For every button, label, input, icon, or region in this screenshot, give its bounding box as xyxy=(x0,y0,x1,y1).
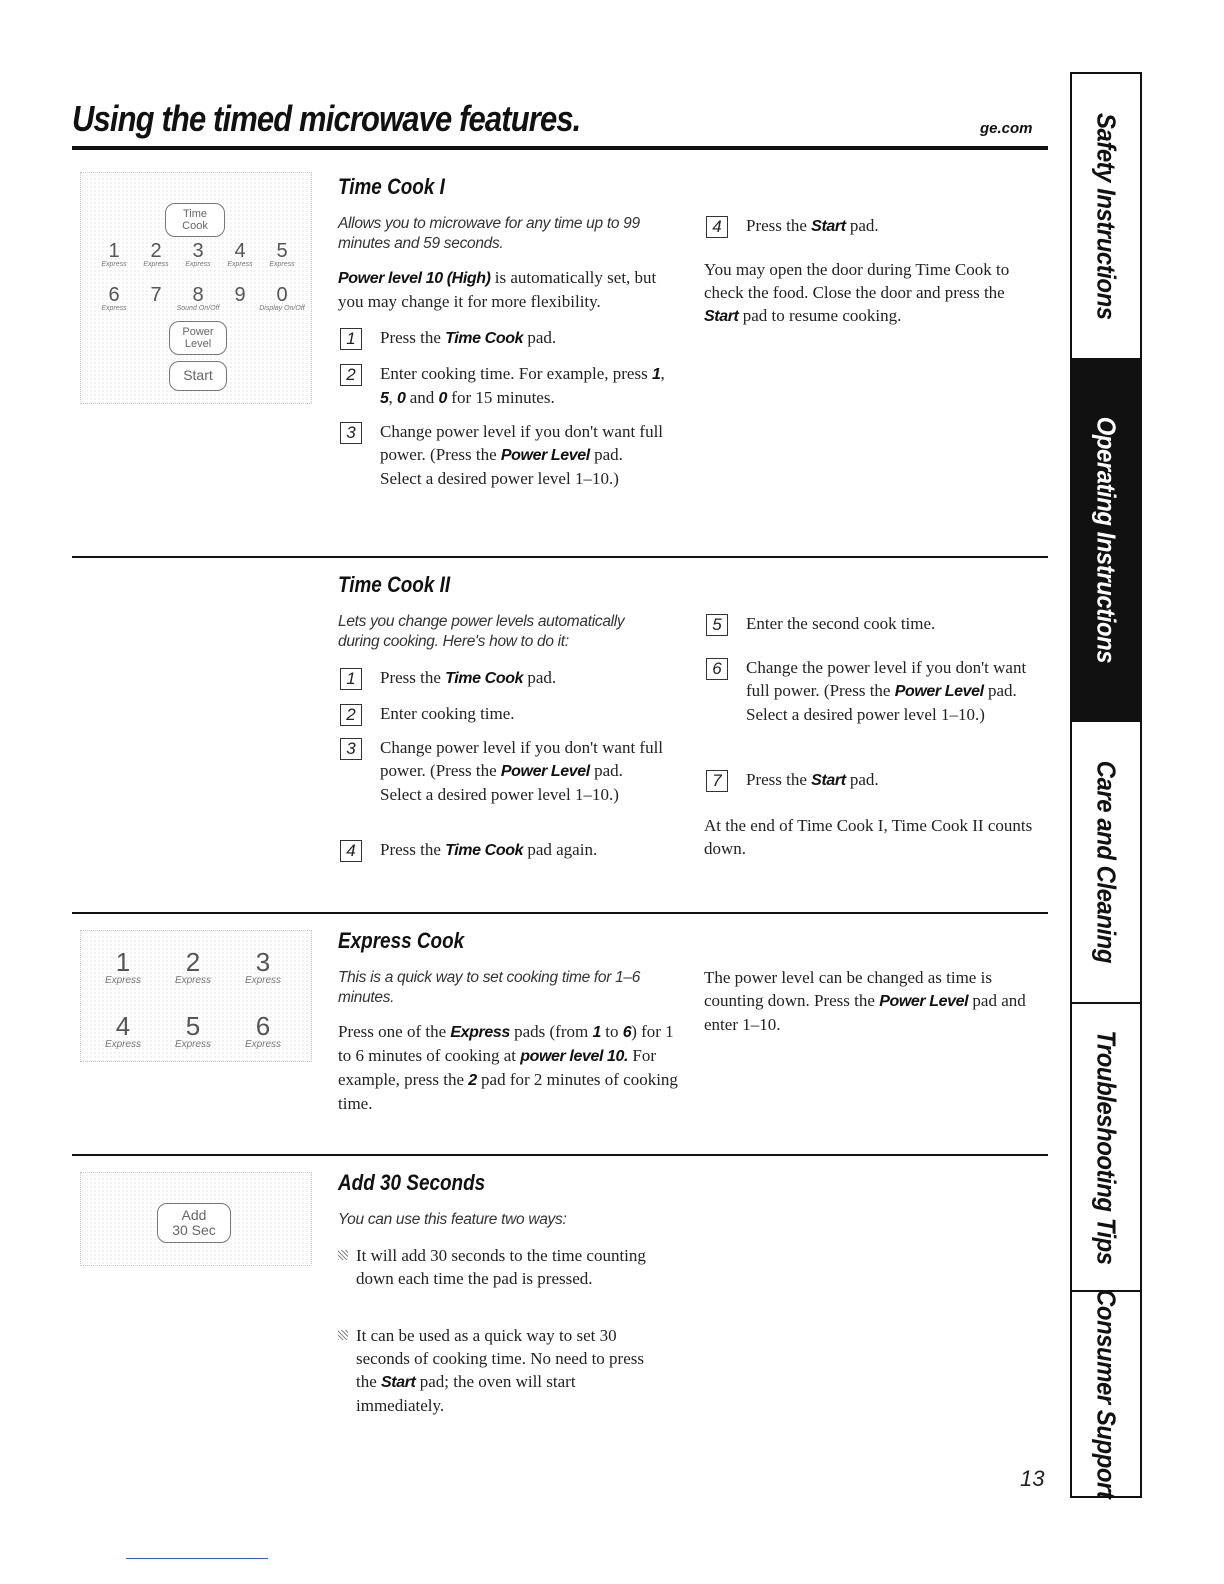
tab-safety-instructions[interactable] xyxy=(1072,74,1140,358)
bullet-item: It can be used as a quick way to set 30 seconds of cooking time. No need to press the Start pad; the oven will start immediately. xyxy=(338,1324,678,1420)
key-1-icon: 1 Express xyxy=(104,947,142,986)
key-7-icon: 7 xyxy=(150,284,162,306)
key-4-icon: 4 Express xyxy=(104,1011,142,1050)
header-rule xyxy=(72,146,1048,150)
section-title-express-cook: Express Cook xyxy=(338,928,465,953)
step-3: 3 Change power level if you don't want full power. (Press the Power Level pad. Select a desired power level 1–10.) xyxy=(340,736,680,832)
step-2: 2 Enter cooking time. For example, press 1, 5, 0 and 0 for 15 minutes. xyxy=(340,362,680,412)
step-3: 3 Change power level if you don't want full power. (Press the Power Level pad. Select a desired power level 1–10.) xyxy=(340,420,680,516)
tab-consumer-support[interactable] xyxy=(1072,1289,1140,1499)
key-3-icon: 3 Express xyxy=(185,240,211,268)
key-4-icon: 4 Express xyxy=(227,240,253,268)
section-divider xyxy=(72,556,1048,558)
tab-care-and-cleaning[interactable] xyxy=(1072,720,1140,1002)
step-number: 6 xyxy=(706,658,728,680)
step-2: 2 Enter cooking time. xyxy=(340,702,680,728)
tab-label: Care and Cleaning xyxy=(1091,760,1122,964)
tab-troubleshooting-tips[interactable] xyxy=(1072,1002,1140,1290)
bullet-icon xyxy=(338,1330,348,1340)
section-title-time-cook-2: Time Cook II xyxy=(338,572,451,597)
step-7: 7 Press the Start pad. xyxy=(706,768,1046,794)
power-level-note: Power level 10 (High) is automatically set, but you may change it for more flexibility. xyxy=(338,268,657,311)
time-cook-pad-icon: Time Cook xyxy=(165,203,225,237)
section-intro: This is a quick way to set cooking time for 1–6 minutes. xyxy=(338,969,641,1006)
bullet-icon xyxy=(338,1250,348,1260)
start-pad-icon: Start xyxy=(169,361,227,391)
page-title: Using the timed microwave features. xyxy=(72,98,581,139)
key-6-icon: 6 Express xyxy=(244,1011,282,1050)
section-intro: You can use this feature two ways: xyxy=(338,1211,567,1228)
footer-rule xyxy=(126,1558,268,1559)
site-url[interactable]: ge.com xyxy=(980,120,1033,137)
power-level-change-note: The power level can be changed as time is counting down. Press the Power Level pad and enter 1–10. xyxy=(704,968,1026,1034)
section-intro: Lets you change power levels automatically during cooking. Here's how to do it: xyxy=(338,613,625,650)
section-divider xyxy=(72,912,1048,914)
door-open-note: You may open the door during Time Cook to check the food. Close the door and press the Start pad to resume cooking. xyxy=(704,260,1010,325)
power-level-pad-icon: Power Level xyxy=(169,321,227,355)
section-title-add-30-seconds: Add 30 Seconds xyxy=(338,1170,486,1195)
key-2-icon: 2 Express xyxy=(143,240,169,268)
section-tabs xyxy=(1070,72,1142,1498)
keypad-illustration-add-30 xyxy=(80,1172,312,1266)
section-intro: Allows you to microwave for any time up to 99 minutes and 59 seconds. xyxy=(338,215,640,252)
step-number: 2 xyxy=(340,704,362,726)
keypad-illustration-express xyxy=(80,930,312,1062)
tab-label: Troubleshooting Tips xyxy=(1091,1029,1122,1265)
key-1-icon: 1 Express xyxy=(101,240,127,268)
bullet-item: It will add 30 seconds to the time counting down each time the pad is pressed. xyxy=(338,1244,678,1316)
step-6: 6 Change the power level if you don't want full power. (Press the Power Level pad. Select a desired power level 1–10.) xyxy=(706,656,1046,752)
tab-label: Operating Instructions xyxy=(1091,416,1122,664)
step-5: 5 Enter the second cook time. xyxy=(706,612,1046,638)
key-3-icon: 3 Express xyxy=(244,947,282,986)
step-4: 4 Press the Start pad. xyxy=(706,214,1026,240)
key-8-icon: 8 Sound On/Off xyxy=(176,284,220,312)
key-2-icon: 2 Express xyxy=(174,947,212,986)
step-number: 5 xyxy=(706,614,728,636)
keypad-illustration-time-cook xyxy=(80,172,312,404)
step-number: 1 xyxy=(340,328,362,350)
step-number: 1 xyxy=(340,668,362,690)
section-divider xyxy=(72,1154,1048,1156)
key-6-icon: 6 Express xyxy=(101,284,127,312)
step-4: 4 Press the Time Cook pad again. xyxy=(340,838,680,864)
step-number: 3 xyxy=(340,422,362,444)
tab-label: Consumer Support xyxy=(1091,1289,1122,1499)
section-title-time-cook-1: Time Cook I xyxy=(338,174,445,199)
key-5-icon: 5 Express xyxy=(174,1011,212,1050)
countdown-note: At the end of Time Cook I, Time Cook II counts down. xyxy=(704,816,1033,858)
add-30-sec-pad-icon: Add 30 Sec xyxy=(157,1203,231,1243)
step-number: 4 xyxy=(706,216,728,238)
page-number: 13 xyxy=(1020,1466,1045,1491)
key-5-icon: 5 Express xyxy=(269,240,295,268)
express-instructions: Press one of the Express pads (from 1 to 6) for 1 to 6 minutes of cooking at power level 10. For example, press the 2 pad for 2 minutes of cooking time. xyxy=(338,1022,678,1113)
key-9-icon: 9 xyxy=(234,284,246,306)
step-number: 3 xyxy=(340,738,362,760)
step-1: 1 Press the Time Cook pad. xyxy=(340,326,680,352)
key-0-icon: 0 Display On/Off xyxy=(259,284,305,312)
tab-label: Safety Instructions xyxy=(1091,112,1122,320)
step-number: 4 xyxy=(340,840,362,862)
step-1: 1 Press the Time Cook pad. xyxy=(340,666,680,692)
tab-operating-instructions[interactable] xyxy=(1072,358,1140,720)
step-number: 2 xyxy=(340,364,362,386)
step-number: 7 xyxy=(706,770,728,792)
